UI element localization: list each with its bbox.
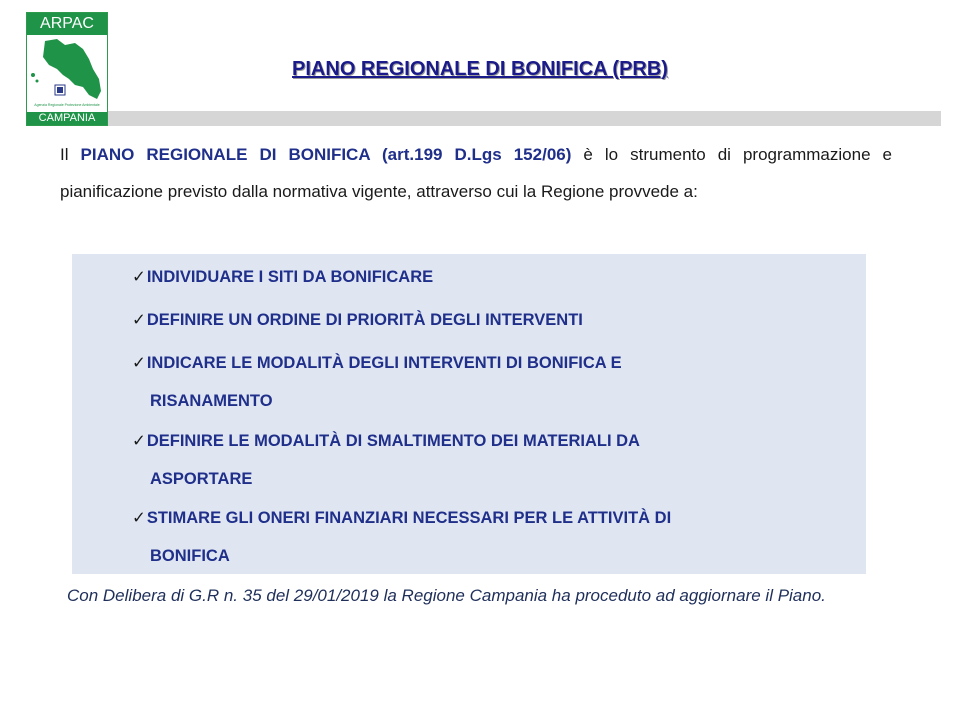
campania-map-icon <box>27 35 107 103</box>
objective-text: STIMARE GLI ONERI FINANZIARI NECESSARI PER LE ATTIVITÀ DI <box>146 509 672 527</box>
objective-text: INDICARE LE MODALITÀ DEGLI INTERVENTI DI BONIFICA E <box>146 354 622 372</box>
objective-text-continued: RISANAMENTO <box>150 392 273 410</box>
objective-item-5 <box>132 499 852 575</box>
objective-text-continued: BONIFICA <box>150 547 230 565</box>
check-icon: ✓ <box>132 509 146 527</box>
intro-prefix: Il <box>60 145 81 164</box>
objective-text: DEFINIRE UN ORDINE DI PRIORITÀ DEGLI INTERVENTI <box>146 311 583 329</box>
intro-paragraph <box>60 136 892 210</box>
objective-text: DEFINIRE LE MODALITÀ DI SMALTIMENTO DEI MATERIALI DA <box>146 432 640 450</box>
logo-tagline: Agenzia Regionale Protezione Ambientale <box>34 103 100 107</box>
slide-title: PIANO REGIONALE DI BONIFICA (PRB) <box>292 58 668 80</box>
logo-top-text: ARPAC <box>27 13 107 35</box>
check-icon: ✓ <box>132 311 146 329</box>
objective-text: INDIVIDUARE I SITI DA BONIFICARE <box>146 268 434 286</box>
objective-item-1 <box>132 258 852 296</box>
intro-suffix: è lo strumento di programmazione e pianificazione previsto dalla normativa vigente, attraverso cui la Regione provvede a: <box>60 145 892 201</box>
objective-item-4 <box>132 422 852 498</box>
check-icon: ✓ <box>132 354 146 372</box>
objective-text-continued: ASPORTARE <box>150 470 253 488</box>
objectives-box <box>72 254 866 574</box>
logo-bottom-text: CAMPANIA <box>27 112 107 125</box>
arpac-logo <box>26 12 108 126</box>
objective-item-2 <box>132 301 852 339</box>
intro-highlight: PIANO REGIONALE DI BONIFICA (art.199 D.Lgs 152/06) <box>80 145 572 164</box>
header-divider-bar <box>108 111 941 126</box>
delibera-note: Con Delibera di G.R n. 35 del 29/01/2019 la Regione Campania ha proceduto ad aggiornare il Piano. <box>67 586 826 605</box>
check-icon: ✓ <box>132 432 146 450</box>
check-icon: ✓ <box>132 268 146 286</box>
objective-item-3 <box>132 344 852 420</box>
